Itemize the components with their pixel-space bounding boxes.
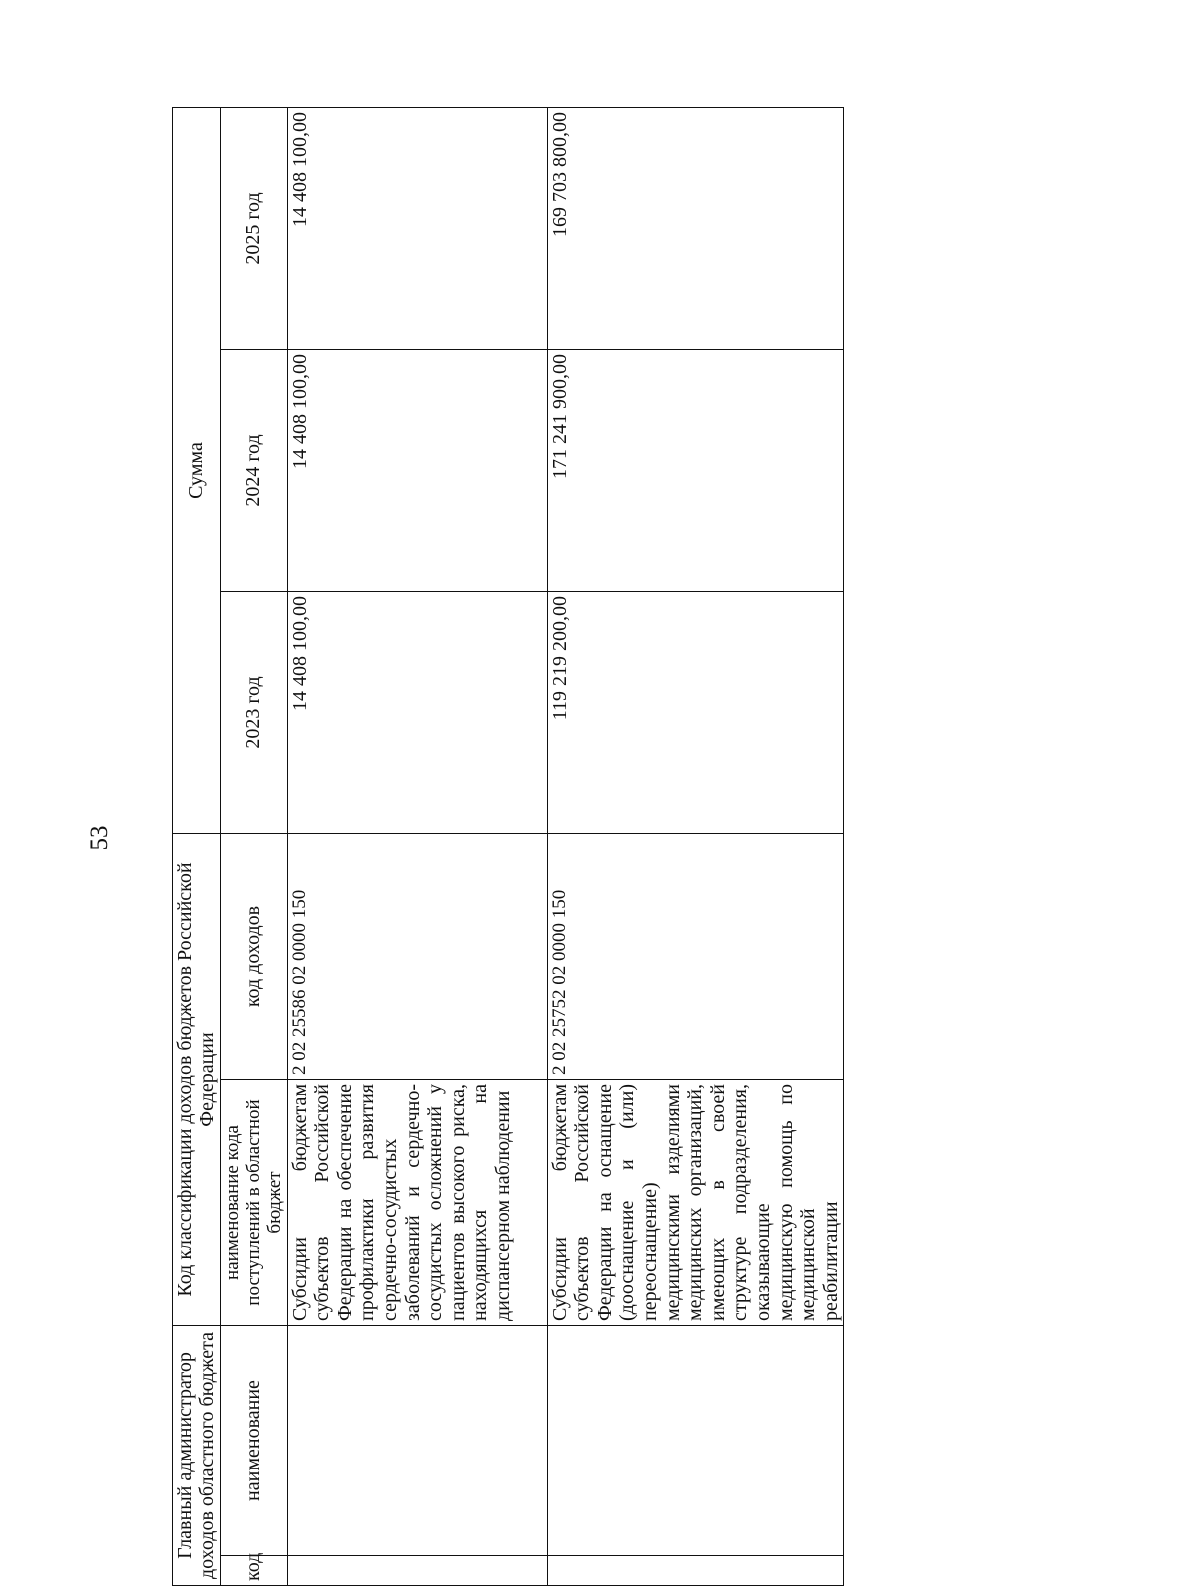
row-kod [287, 1556, 547, 1586]
header-row-2 [220, 107, 287, 1585]
revenue-table [172, 107, 844, 1586]
year-2024-header: 2024 год [220, 350, 287, 592]
naimenovanie-header: наименование [220, 1326, 287, 1556]
table-row [547, 107, 844, 1585]
administrator-header: Главный администратор доходов областного бюджета [173, 1326, 221, 1586]
classification-header: Код классификации доходов бюджетов Российской Федерации [173, 834, 221, 1326]
row-naimenovanie [547, 1326, 844, 1556]
row-income-code: 2 02 25586 02 0000 150 [287, 834, 547, 1080]
income-name-header: наименование кода поступлений в областной бюджет [220, 1080, 287, 1326]
row-kod [547, 1556, 844, 1586]
year-2023-header: 2023 год [220, 592, 287, 834]
row-income-name: Субсидии бюджетам субъектов Российской Федерации на обеспечение профилактики развития сердечно-сосудистых заболеваний и сердечно-сосудистых осложнений у пациентов высокого риска, находящихся на диспансерном наблюдении [287, 1080, 547, 1326]
row-sum-2024: 14 408 100,00 [287, 350, 547, 592]
kod-header: код [220, 1556, 287, 1586]
header-row-1 [173, 107, 221, 1585]
row-income-code: 2 02 25752 02 0000 150 [547, 834, 844, 1080]
sum-header: Сумма [173, 107, 221, 833]
row-income-name: Субсидии бюджетам субъектов Российской Федерации на оснащение (дооснащение и (или) переоснащение) медицинскими изделиями медицинских организаций, имеющих в своей структуре подразделения, оказывающие медицинскую помощь по медицинской реабилитации [547, 1080, 844, 1326]
row-sum-2023: 14 408 100,00 [287, 592, 547, 834]
year-2025-header: 2025 год [220, 107, 287, 349]
rotated-table-area [172, 108, 842, 1596]
row-sum-2025: 14 408 100,00 [287, 107, 547, 349]
page-number: 53 [86, 825, 113, 851]
income-code-header: код доходов [220, 834, 287, 1080]
row-sum-2023: 119 219 200,00 [547, 592, 844, 834]
table-container [172, 108, 842, 1586]
row-sum-2025: 169 703 800,00 [547, 107, 844, 349]
row-sum-2024: 171 241 900,00 [547, 350, 844, 592]
table-row [287, 107, 547, 1585]
row-naimenovanie [287, 1326, 547, 1556]
